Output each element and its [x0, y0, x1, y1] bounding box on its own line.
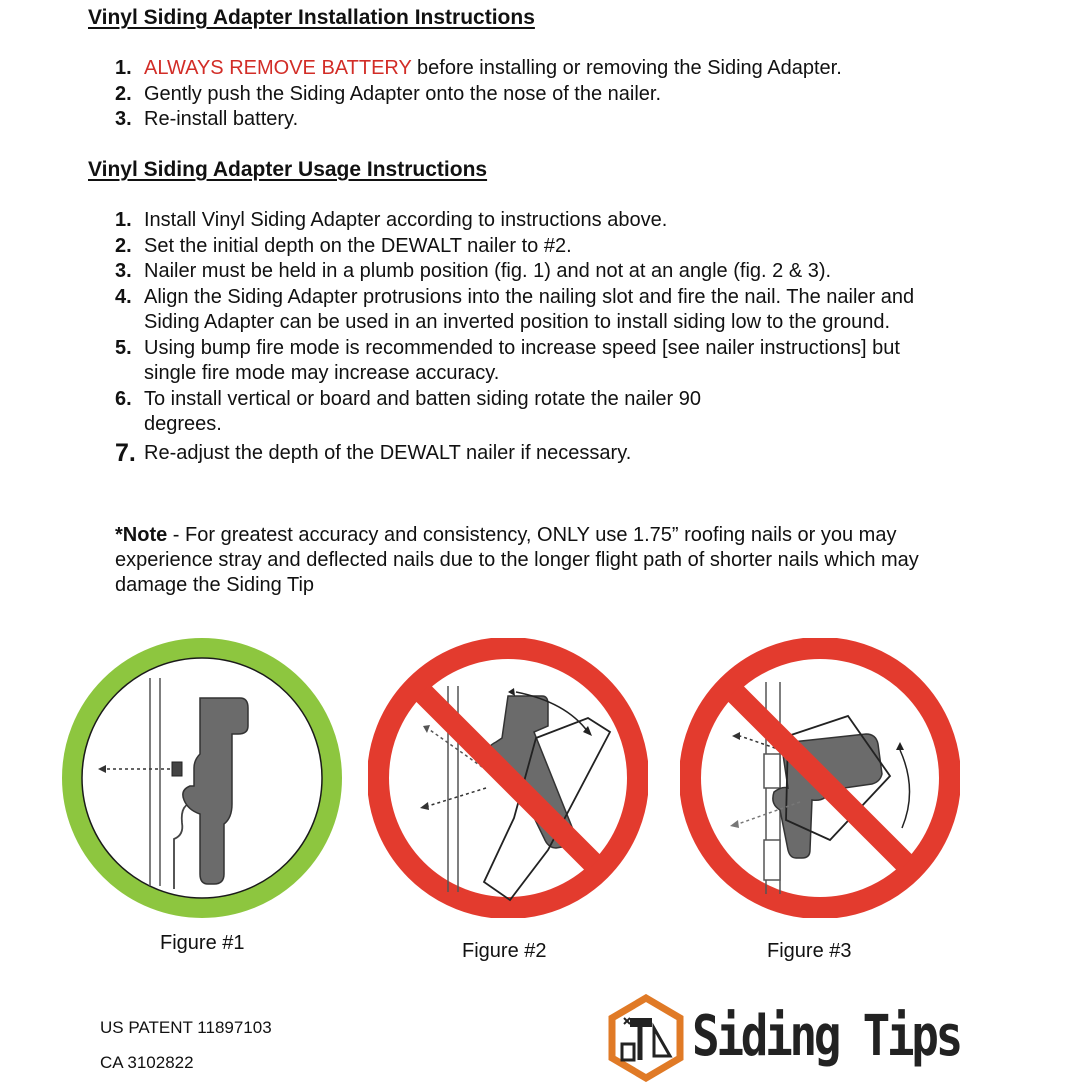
list-item: [0, 438, 934, 467]
list-item: [0, 285, 934, 336]
angled-nailer-illustration: [368, 638, 648, 918]
step-text: Align the Siding Adapter protrusions into the nailing slot and fire the nail. The nailer and Siding Adapter can be used in an inverted position to install siding low to the ground.: [144, 285, 915, 333]
list-item: [0, 208, 934, 234]
rotated-nailer-illustration: [680, 638, 960, 918]
step-number: 4.: [115, 285, 132, 308]
step-number: 3.: [115, 108, 132, 130]
installation-heading: Vinyl Siding Adapter Installation Instructions: [88, 6, 535, 29]
step-text: To install vertical or board and batten siding rotate the nailer 90 degrees.: [144, 387, 702, 435]
usage-heading: Vinyl Siding Adapter Usage Instructions: [88, 158, 488, 181]
step-text: Nailer must be held in a plumb position (fig. 1) and not at an angle (fig. 2 & 3).: [144, 260, 832, 282]
battery-warning: ALWAYS REMOVE BATTERY: [144, 57, 412, 79]
step-text: Re-install battery.: [144, 108, 299, 130]
list-item: [0, 259, 934, 285]
ca-patent-number: CA 3102822: [100, 1053, 194, 1072]
note-label: *Note: [115, 524, 168, 546]
brand-name: Siding Tips: [692, 1004, 961, 1069]
figure-3-caption: Figure #3: [767, 940, 852, 962]
figure-2-caption: Figure #2: [462, 940, 547, 962]
step-number: 6.: [115, 387, 132, 410]
figure-2: [368, 638, 648, 918]
step-number: 2.: [115, 234, 132, 257]
accuracy-note: [115, 523, 955, 598]
step-text: Install Vinyl Siding Adapter according to instructions above.: [144, 209, 668, 231]
list-item: [0, 107, 934, 133]
figure-1: [62, 638, 342, 918]
plumb-nailer-illustration: [62, 638, 342, 918]
step-number: 1.: [115, 209, 132, 231]
list-item: [0, 82, 934, 108]
usage-steps: [0, 208, 934, 466]
us-patent-number: US PATENT 11897103: [100, 1018, 272, 1037]
list-item: [0, 387, 784, 438]
step-text: Set the initial depth on the DEWALT nailer to #2.: [144, 234, 572, 257]
list-item: [0, 234, 934, 260]
step-number: 2.: [115, 82, 132, 105]
step-text: Gently push the Siding Adapter onto the nose of the nailer.: [144, 82, 662, 105]
step-text: before installing or removing the Siding Adapter.: [411, 57, 842, 79]
figure-3: [680, 638, 960, 918]
note-text: - For greatest accuracy and consistency, ONLY use 1.75” roofing nails or you may experience stray and deflected nails due to the longer flight path of shorter nails which may damage the Siding Tip: [115, 524, 919, 596]
step-text: Re-adjust the depth of the DEWALT nailer if necessary.: [144, 441, 632, 464]
list-item: [0, 56, 934, 82]
step-number: 1.: [115, 57, 132, 79]
step-number: 7.: [115, 438, 136, 467]
hexagon-tools-icon: [606, 994, 686, 1082]
list-item: [0, 336, 934, 387]
installation-steps: [0, 56, 934, 133]
step-text: Using bump fire mode is recommended to increase speed [see nailer instructions] but single fire mode may increase accuracy.: [144, 336, 900, 384]
step-number: 5.: [115, 336, 132, 359]
figure-1-caption: Figure #1: [160, 932, 245, 954]
step-number: 3.: [115, 260, 132, 282]
